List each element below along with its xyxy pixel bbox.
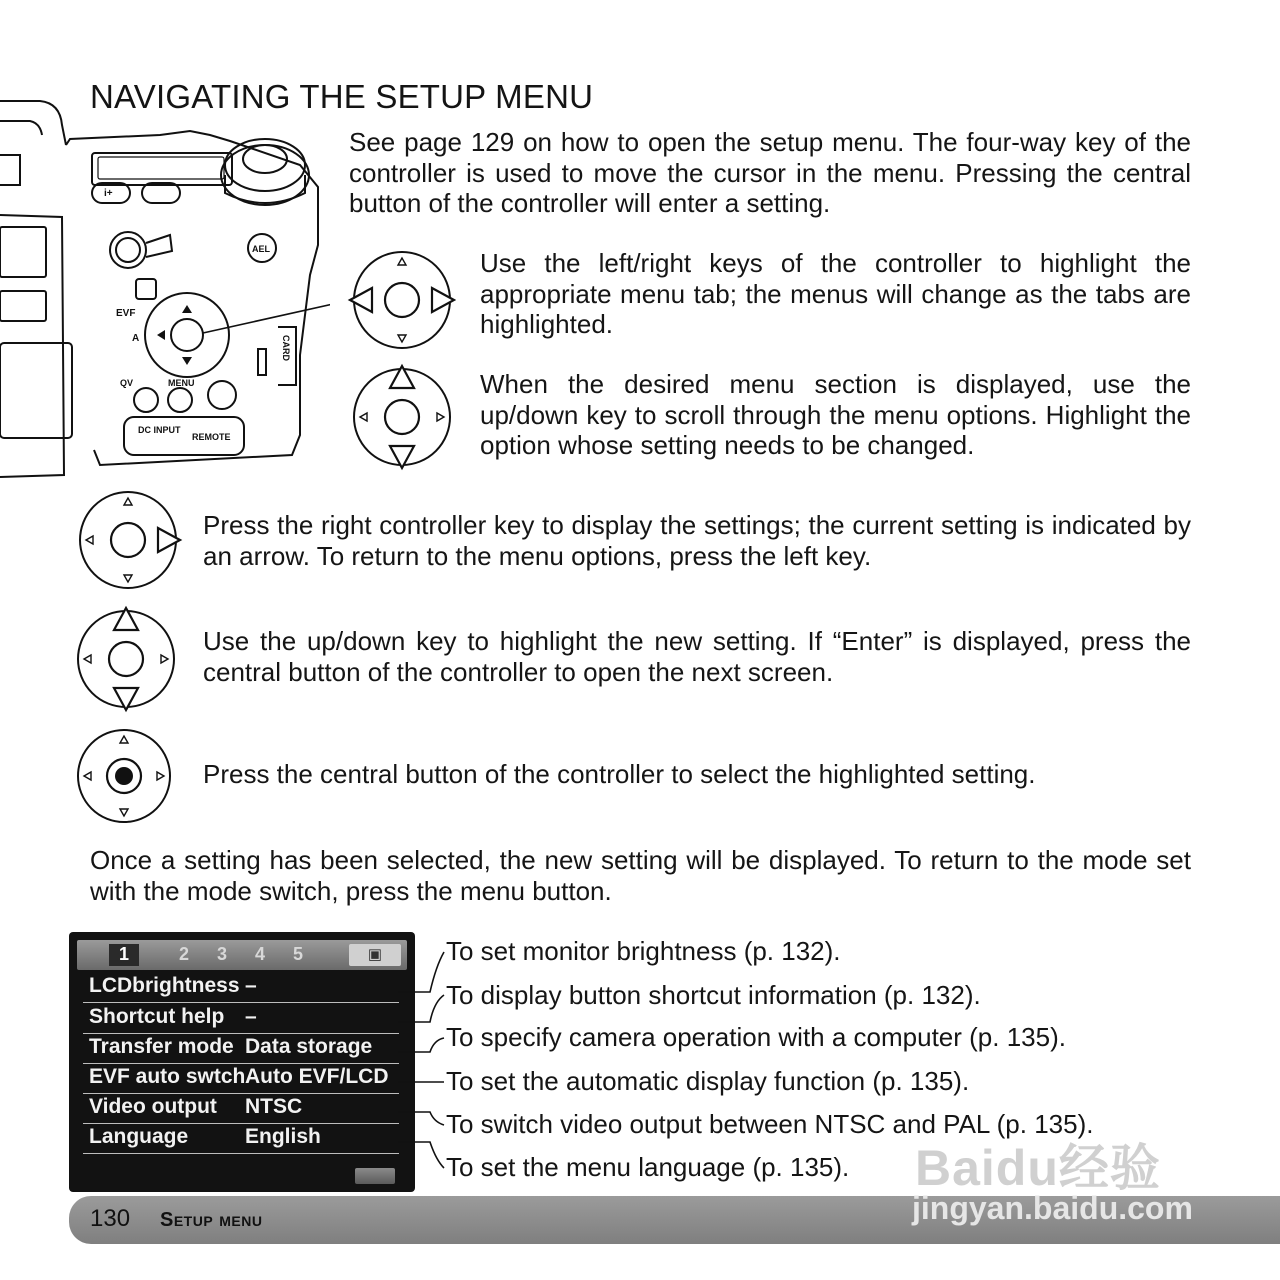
- menu-tab-5: 5: [292, 944, 303, 964]
- camera-tab-icon: ▣: [349, 944, 401, 966]
- controller-up-down-select-icon: [74, 604, 178, 714]
- menu-row: [83, 1033, 399, 1064]
- menu-tab-4: 4: [254, 944, 265, 964]
- menu-row-value: –: [245, 1005, 257, 1028]
- menu-tab-3: 3: [216, 944, 227, 964]
- menu-row-value: –: [245, 974, 257, 997]
- a-label: A: [132, 333, 140, 344]
- outro-paragraph: Once a setting has been selected, the new setting will be displayed. To return to the mode set with the mode switch, press the menu button.: [90, 845, 1191, 906]
- ael-label: AEL: [252, 244, 270, 254]
- leader-lines: [390, 940, 450, 1180]
- menu-row-label: EVF auto swtch: [89, 1065, 246, 1088]
- menu-row-value: English: [245, 1125, 321, 1148]
- menu-label: MENU: [168, 378, 195, 388]
- menu-tab-bar: [77, 940, 407, 970]
- menu-row-value: Auto EVF/LCD: [245, 1065, 389, 1088]
- camera-illustration: [0, 95, 330, 485]
- setup-menu-screen: [69, 932, 415, 1192]
- menu-footer-icon: [355, 1168, 395, 1184]
- menu-row-label: Language: [89, 1125, 189, 1148]
- intro-paragraph: See page 129 on how to open the setup menu. The four-way key of the controller is used to move the cursor in the menu. Pressing the central button of the controller will enter a setting.: [349, 127, 1191, 218]
- evf-label: EVF: [116, 308, 136, 319]
- menu-tab-2: 2: [178, 944, 189, 964]
- menu-row-label: LCDbrightness: [89, 974, 240, 997]
- menu-row: [83, 1063, 399, 1094]
- qv-label: QV: [120, 378, 134, 388]
- note-language: To set the menu language (p. 135).: [446, 1152, 850, 1182]
- step-3-text: Press the right controller key to display the settings; the current setting is indicated by an arrow. To return to the menu options, press the left key.: [203, 510, 1191, 571]
- baidu-watermark-logo: Baidu经验: [915, 1140, 1161, 1196]
- note-monitor-brightness: To set monitor brightness (p. 132).: [446, 936, 841, 966]
- page-number: 130: [90, 1205, 131, 1232]
- page-title: NAVIGATING THE SETUP MENU: [90, 78, 594, 115]
- note-transfer-mode: To specify camera operation with a computer (p. 135).: [446, 1022, 1066, 1052]
- menu-row: [83, 1123, 399, 1154]
- controller-center-icon: [76, 726, 176, 826]
- controller-left-right-icon: [346, 248, 456, 352]
- step-4-text: Use the up/down key to highlight the new setting. If “Enter” is displayed, press the central button of the controller to open the next screen.: [203, 626, 1191, 687]
- remote-label: REMOTE: [192, 432, 231, 442]
- menu-row: [83, 972, 399, 1003]
- note-evf-auto-switch: To set the automatic display function (p. 135).: [446, 1066, 970, 1096]
- step-2-text: When the desired menu section is displayed, use the up/down key to scroll through the menu options. Highlight the option whose setting needs to be changed.: [480, 369, 1191, 460]
- menu-row-label: Video output: [89, 1095, 217, 1118]
- section-name: Setup menu: [160, 1209, 263, 1231]
- baidu-watermark-url: jingyan.baidu.com: [912, 1190, 1193, 1226]
- note-shortcut-help: To display button shortcut information (p. 132).: [446, 980, 981, 1010]
- controller-right-icon: [76, 488, 186, 592]
- i-plus-label: i+: [104, 188, 113, 199]
- menu-row-value: NTSC: [245, 1095, 303, 1118]
- menu-tab-1: 1: [109, 944, 139, 966]
- card-label: CARD: [281, 335, 291, 361]
- menu-row-value: Data storage: [245, 1035, 373, 1058]
- step-5-text: Press the central button of the controller to select the highlighted setting.: [203, 759, 1036, 789]
- menu-row: [83, 1093, 399, 1124]
- step-1-text: Use the left/right keys of the controller to highlight the appropriate menu tab; the menus will change as the tabs are highlighted.: [480, 248, 1191, 339]
- menu-row-label: Shortcut help: [89, 1005, 225, 1028]
- dc-input-label: DC INPUT: [138, 425, 181, 435]
- controller-up-down-icon: [350, 362, 454, 472]
- menu-row: [83, 1003, 399, 1034]
- note-video-output: To switch video output between NTSC and PAL (p. 135).: [446, 1109, 1094, 1139]
- menu-row-label: Transfer mode: [89, 1035, 234, 1058]
